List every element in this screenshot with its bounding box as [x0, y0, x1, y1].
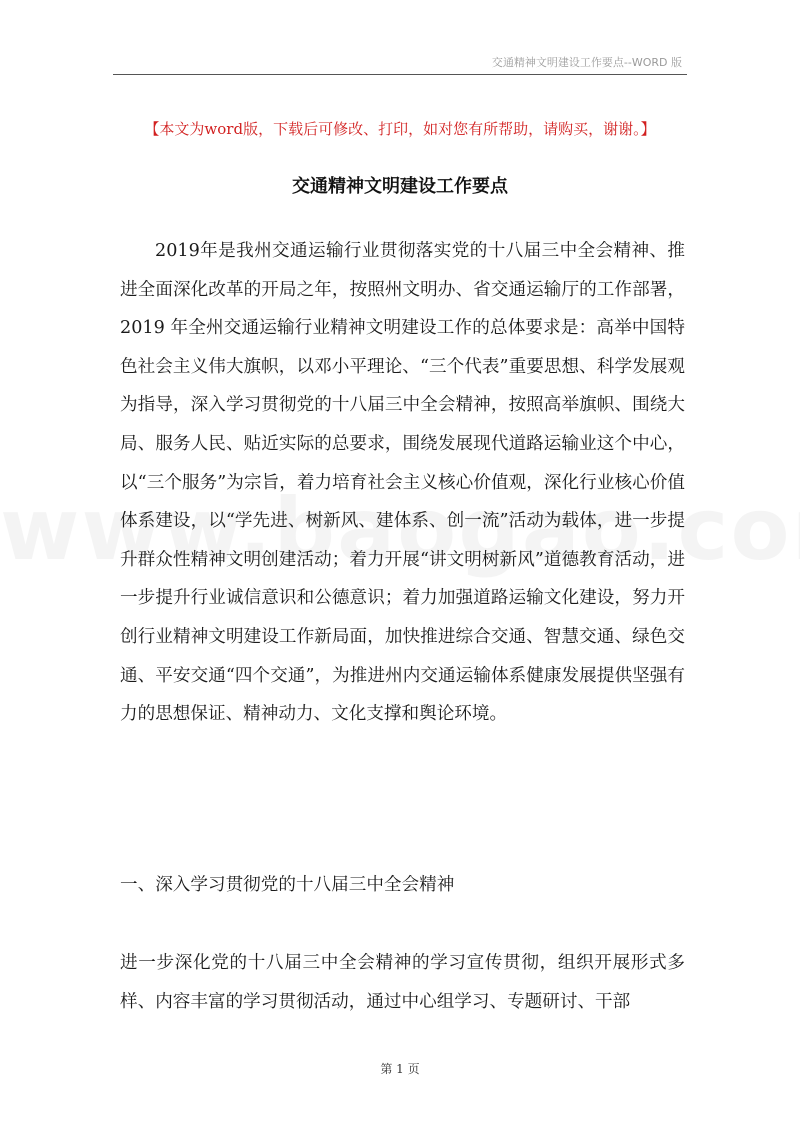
section-heading-1: 一、深入学习贯彻党的十八届三中全会精神: [120, 875, 455, 895]
document-title: 交通精神文明建设工作要点: [292, 176, 508, 197]
header-divider: [113, 74, 687, 75]
download-notice: 【本文为word版，下载后可修改、打印，如对您有所帮助，请购买，谢谢。】: [144, 120, 656, 138]
body-paragraph-2: 进一步深化党的十八届三中全会精神的学习宣传贯彻，组织开展形式多样、内容丰富的学习贯彻活动，通过中心组学习、专题研讨、干部: [120, 953, 685, 1012]
page-number: 第 1 页: [380, 1062, 420, 1076]
body-paragraph-1: 2019年是我州交通运输行业贯彻落实党的十八届三中全会精神、推进全面深化改革的开局之年，按照州文明办、省交通运输厅的工作部署，2019 年全州交通运输行业精神文明建设工作的总体要求是：高举中国特色社会主义伟大旗帜，以邓小平理论、“三个代表”重要思想、科学发展观为指导，深入学习贯彻党的十八届三中全会精神，按照高举旗帜、围绕大局、服务人民、贴近实际的总要求，围绕发展现代道路运输业这个中心，以“三个服务”为宗旨，着力培育社会主义核心价值观，深化行业核心价值体系建设，以“学先进、树新风、建体系、创一流”活动为载体，进一步提升群众性精神文明创建活动；着力开展“讲文明树新风”道德教育活动，进一步提升行业诚信意识和公德意识；着力加强道路运输文化建设，努力开创行业精神文明建设工作新局面，加快推进综合交通、智慧交通、绿色交通、平安交通“四个交通”，为推进州内交通运输体系健康发展提供坚强有力的思想保证、精神动力、文化支撑和舆论环境。: [120, 241, 685, 725]
running-header: 交通精神文明建设工作要点--WORD 版: [491, 56, 682, 69]
